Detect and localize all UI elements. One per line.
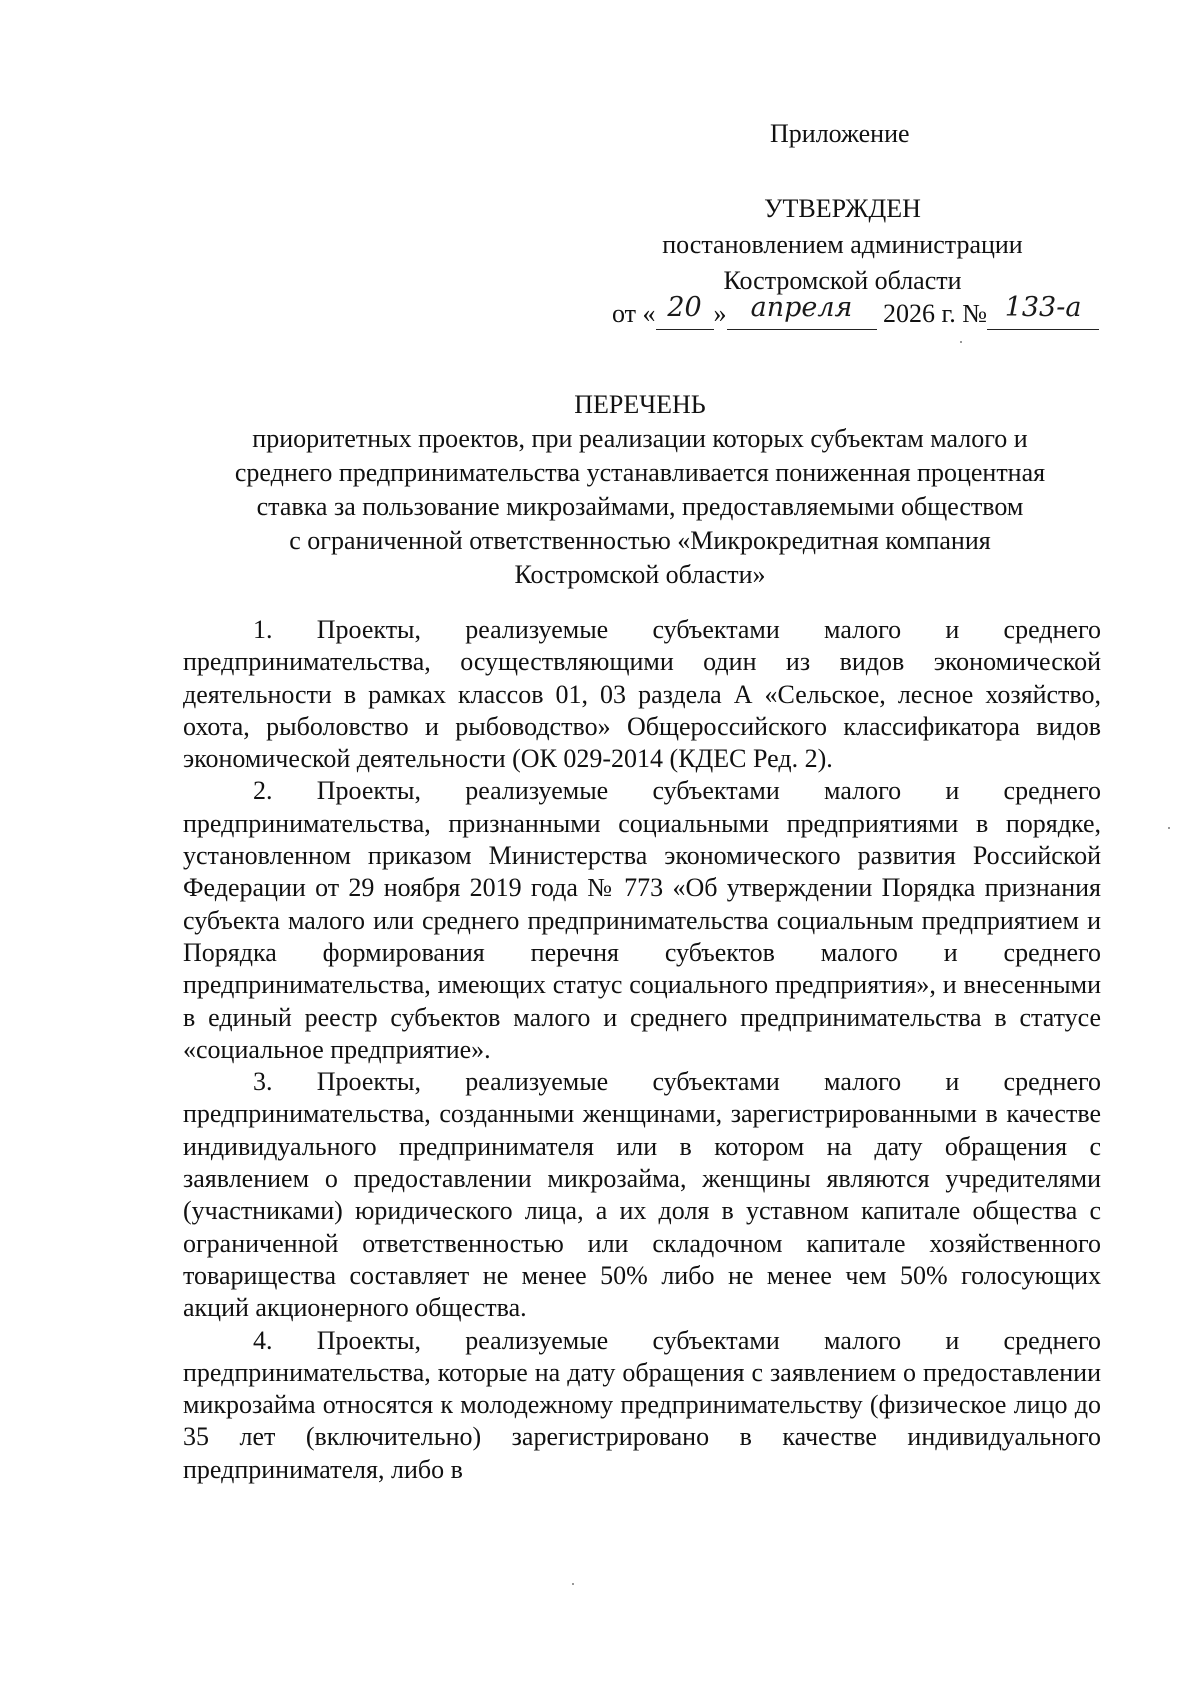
appendix-label: Приложение xyxy=(770,119,910,148)
handwritten-month: апреля xyxy=(727,299,877,330)
paragraph-1: 1. Проекты, реализуемые субъектами малого и среднего предпринимательства, осуществляющими один из видов экономической деятельности в рамках классов 01, 03 раздела А «Сельское, лесное хозяйство, охота, рыболовство и рыбоводство» Общероссийского классификатора видов экономической деятельности (ОК 029-2014 (КДЕС Ред. 2). xyxy=(183,615,1101,774)
approval-line-2: Костромской области xyxy=(723,266,962,295)
paragraph-2: 2. Проекты, реализуемые субъектами малого и среднего предпринимательства, признанными социальными предприятиями в порядке, установленном приказом Министерства экономического развития Российской Федерации от 29 ноября 2019 года № 773 «Об утверждении Порядка признания субъекта малого или среднего предпринимательства социальным предприятием и Порядка формирования перечня субъектов малого и среднего предпринимательства, имеющих статус социального предприятия», и внесенными в единый реестр субъектов малого и среднего предпринимательства в статусе «социальное предприятие». xyxy=(183,776,1101,1064)
handwritten-number: 133-а xyxy=(987,299,1099,330)
scan-speck xyxy=(572,1583,574,1585)
title-line: Костромской области» xyxy=(514,560,766,589)
document-title xyxy=(130,388,1150,592)
date-mid: » xyxy=(713,299,727,328)
title-heading: ПЕРЕЧЕНЬ xyxy=(574,390,706,419)
document-body xyxy=(183,614,1101,1486)
scan-speck xyxy=(960,341,962,343)
title-line: ставка за пользование микрозаймами, предоставляемыми обществом xyxy=(256,492,1024,521)
paragraph-4: 4. Проекты, реализуемые субъектами малого и среднего предпринимательства, которые на дату обращения с заявлением о предоставлении микрозайма относятся к молодежному предпринимательству (физическое лицо до 35 лет (включительно) зарегистрировано в качестве индивидуального предпринимателя, либо в xyxy=(183,1325,1101,1484)
paragraph-3: 3. Проекты, реализуемые субъектами малого и среднего предпринимательства, созданными женщинами, зарегистрированными в качестве индивидуального предпринимателя или в котором на дату обращения с заявлением о предоставлении микрозайма, женщины являются учредителями (участниками) юридического лица, а их доля в уставном капитале общества с ограниченной ответственностью или складочном капитале хозяйственного товарищества составляет не менее 50% либо не менее чем 50% голосующих акций акционерного общества. xyxy=(183,1067,1101,1323)
approval-block xyxy=(600,191,1085,299)
title-line: с ограниченной ответственностью «Микрокредитная компания xyxy=(289,526,991,555)
approval-date-line xyxy=(612,292,1099,336)
title-line: среднего предпринимательства устанавливается пониженная процентная xyxy=(234,458,1046,487)
approval-heading: УТВЕРЖДЕН xyxy=(764,194,921,223)
approval-line-1: постановлением администрации xyxy=(662,230,1023,259)
date-prefix: от « xyxy=(612,299,656,328)
scan-speck xyxy=(1168,827,1170,829)
title-line: приоритетных проектов, при реализации которых субъектам малого и xyxy=(252,424,1028,453)
year-and-number-label: 2026 г. № xyxy=(883,299,988,328)
handwritten-day: 20 xyxy=(656,299,714,330)
